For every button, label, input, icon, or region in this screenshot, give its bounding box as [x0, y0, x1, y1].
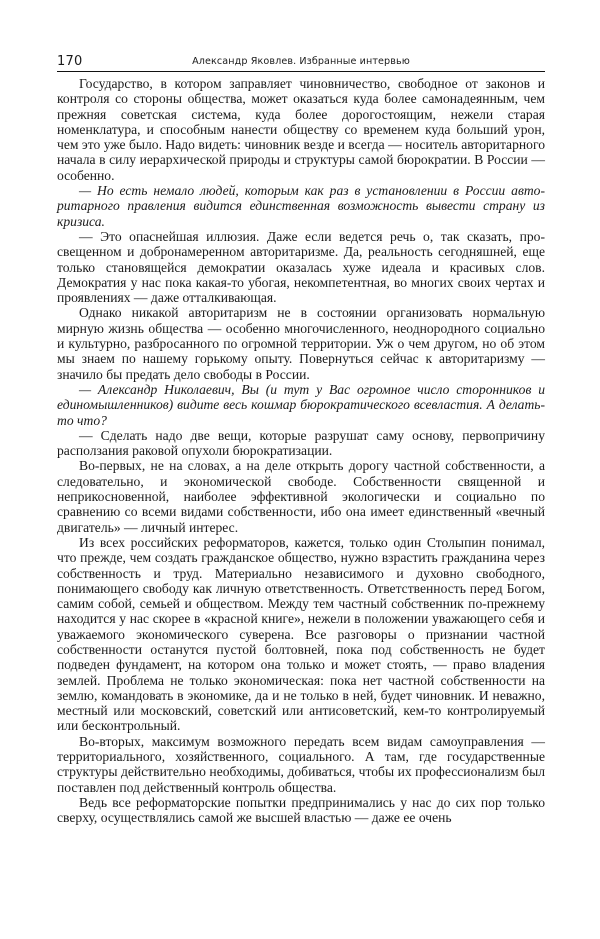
- running-header: [57, 52, 545, 72]
- interviewer-question: — Но есть немало людей, которым как раз в установлении в России авторитарного правления видится единственная возможность вывести страну из кризиса.: [57, 183, 545, 229]
- paragraph: Ведь все реформаторские попытки предпринимались у нас до сих пор только сверху, осуществлялись самой же высшей властью — даже ее очень: [57, 794, 545, 826]
- paragraph: Во-первых, не на словах, а на деле открыть дорогу частной собственности, а следовательно, и экономической свободе. Собственности священной и неприкосновенной, наиболее эффективной экологически и социально по сравнению со всеми видами собственности, ибо она имеет единственный «вечный двигатель» — личный интерес.: [57, 458, 545, 535]
- interviewer-question: — Александр Николаевич, Вы (и тут у Вас огромное число сторонников и единомышленников) видите весь кошмар бюрократического всевластия. А делать-то что?: [57, 381, 545, 428]
- paragraph: Во-вторых, максимум возможного передать всем видам самоуправления — территориального, хозяйственного, социального. А там, где государственные структуры действительно необходимы, добиваться, чтобы их профессионализм был поставлен под действенный контроль общества.: [57, 733, 545, 795]
- page-number: 170: [57, 54, 83, 69]
- paragraph: Государство, в котором заправляет чиновничество, свободное от законов и контроля со стороны общества, может оказаться куда более самонадеянным, чем прежняя советская система, куда более дорогостоящим, нежели старая номенклатура, и способным нанести обществу со временем куда больший урон, чем это уже было. Надо видеть: чиновник везде и всегда — носитель авторитарного начала в силу иерархической природы и структуры самой бюрократии. В России — особенно.: [57, 76, 545, 183]
- paragraph: — Сделать надо две вещи, которые разрушат саму основу, первопричину расползания раковой опухоли бюрократизации.: [57, 427, 545, 459]
- book-page: [57, 52, 545, 826]
- paragraph: Из всех российских реформаторов, кажется, только один Столыпин понимал, что прежде, чем создать гражданское общество, нужно взрастить гражданина через собственность и труд. Материально независимого и духовно свободного, понимающего свободу как личную ответственность. Ответственность перед Богом, самим собой, семьей и обществом. Между тем частный собственник по-прежнему находится у нас скорее в «красной книге», нежели в положении уважающего себя и уважаемого экономического суверена. Все разговоры о признании частной собственности останутся пустой болтовней, пока под собственность не будет подведен фундамент, на котором она только и может стоять, — право владения землей. Проблема не только экономическая: пока нет частной собственности на землю, командовать в экономике, да и не только в ней, будет чиновник. И неважно, местный или московский, советский или антисоветский, кем-то контролируемый или бесконтрольный.: [57, 534, 545, 734]
- body-text: [57, 76, 545, 826]
- paragraph: Однако никакой авторитаризм не в состоянии организовать нормальную мирную жизнь общества — особенно многочисленного, неоднородного социально и культурно, разбросанного по огромной территории. Уж о чем другом, но об этом мы знаем по нашему горькому опыту. Повернуться сейчас к авторитаризму — значило бы предать дело свободы в России.: [57, 305, 545, 382]
- paragraph: — Это опаснейшая иллюзия. Даже если ведется речь о, так сказать, просвещенном и добронамеренном авторитаризме. Да, реальность сегодняшней, еще только становящейся демократии оказалась хуже идеала и красивых слов. Демократия у нас пока какая-то убогая, некомпетентная, во многих своих чертах и проявлениях — даже отталкивающая.: [57, 228, 545, 306]
- running-title: Александр Яковлев. Избранные интервью: [192, 56, 410, 67]
